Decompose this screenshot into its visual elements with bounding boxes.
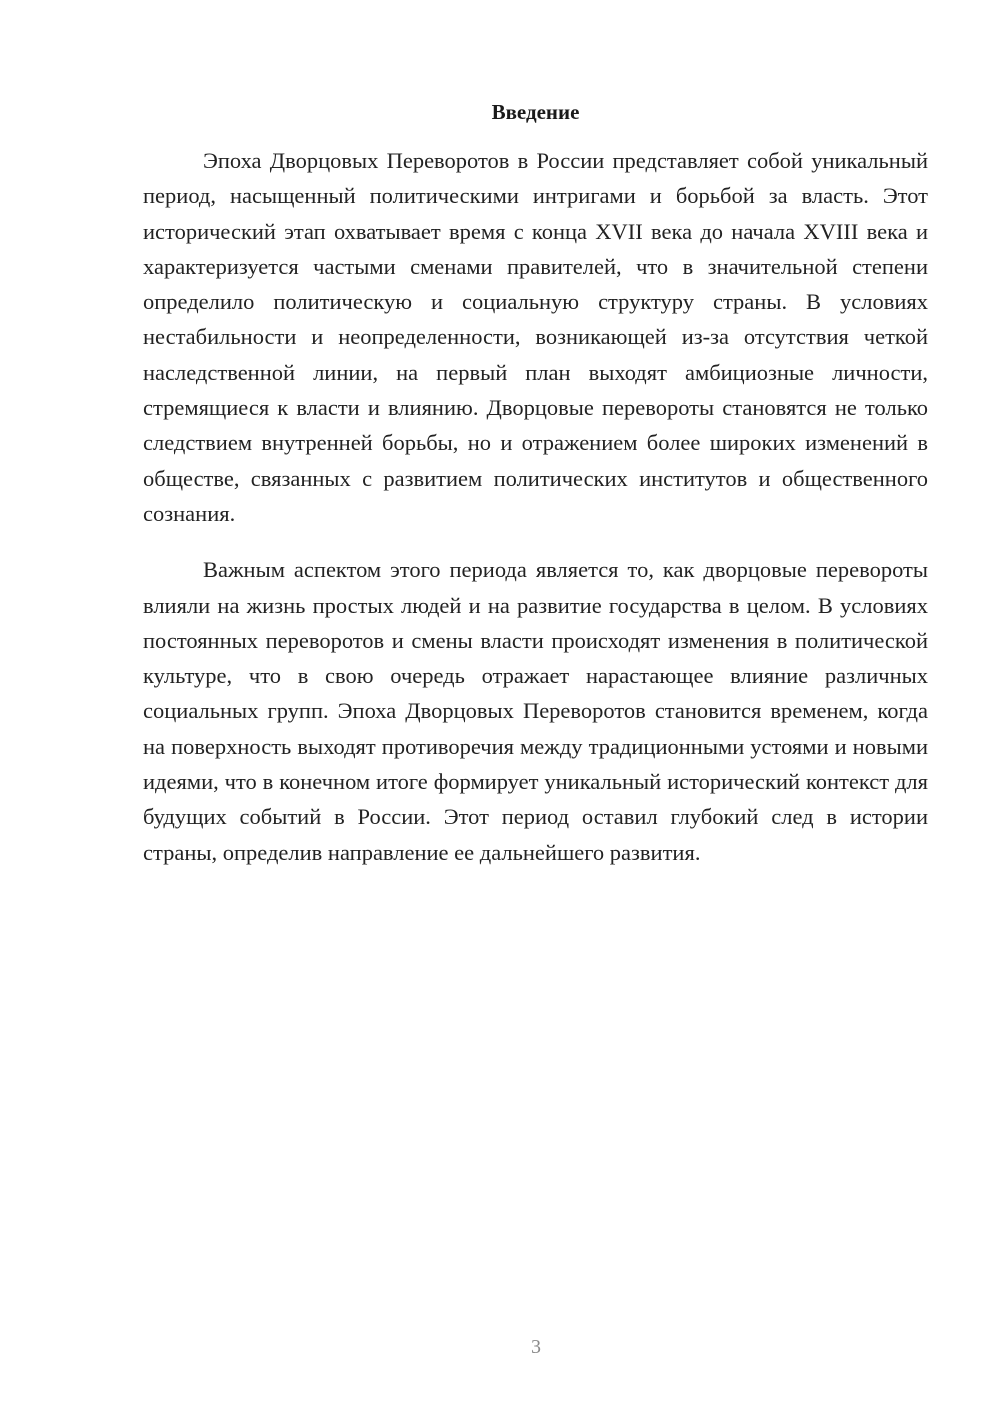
page-title: Введение — [491, 100, 580, 124]
paragraph-1: Эпоха Дворцовых Переворотов в России представляет собой уникальный период, насыщенный политическими интригами и борьбой за власть. Этот исторический этап охватывает время с конца XVII века до начала XVIII века и характеризуется частыми сменами правителей, что в значительной степени определило политическую и социальную структуру страны. В условиях нестабильности и неопределенности, возникающей из-за отсутствия четкой наследственной линии, на первый план выходят амбициозные личности, стремящиеся к власти и влиянию. Дворцовые перевороты становятся не только следствием внутренней борьбы, но и отражением более широких изменений в обществе, связанных с развитием политических институтов и общественного сознания. — [143, 148, 928, 526]
page-number: 3 — [531, 1336, 541, 1358]
paragraph-2: Важным аспектом этого периода является то, как дворцовые перевороты влияли на жизнь простых людей и на развитие государства в целом. В условиях постоянных переворотов и смены власти происходят изменения в политической культуре, что в свою очередь отражает нарастающее влияние различных социальных групп. Эпоха Дворцовых Переворотов становится временем, когда на поверхность выходят противоречия между традиционными устоями и новыми идеями, что в конечном итоге формирует уникальный исторический контекст для будущих событий в России. Этот период оставил глубокий след в истории страны, определив направление ее дальнейшего развития. — [143, 557, 928, 865]
body-text — [143, 143, 928, 870]
